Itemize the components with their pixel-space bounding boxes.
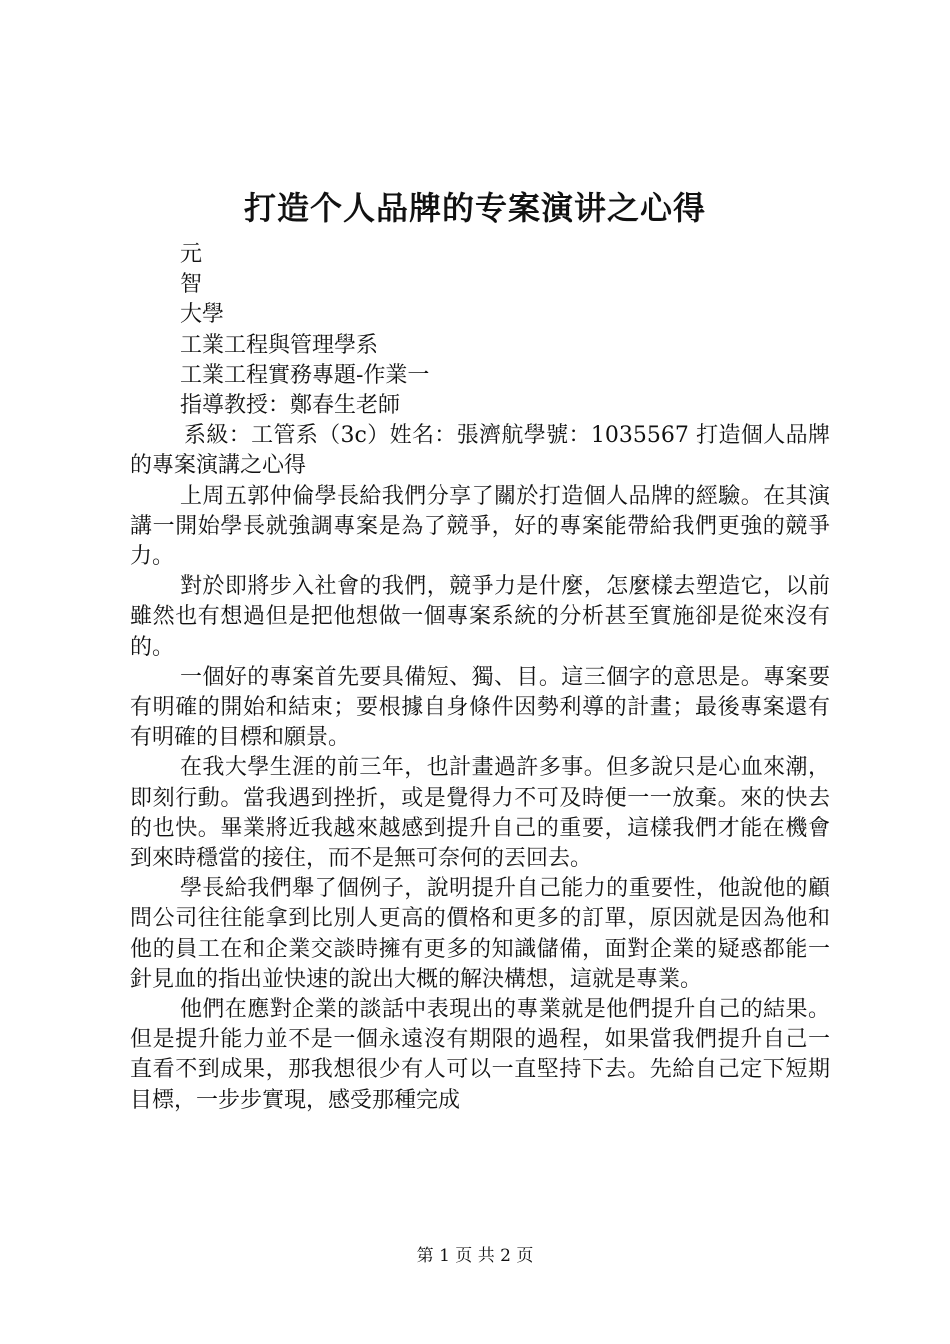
header-line-school-1: 元	[180, 242, 203, 267]
header-line-school-2: 智	[180, 272, 203, 298]
header-line-advisor: 指導教授：鄭春生老師	[180, 393, 401, 419]
student-info-line: 系級：工管系（3c）姓名：張濟航學號：1035567 打造個人品牌的專案演講之心得	[130, 423, 830, 479]
header-line-department: 工業工程與管理學系	[180, 332, 379, 358]
page-number-footer: 第 1 页 共 2 页	[416, 1246, 534, 1266]
paragraph-6: 他們在應對企業的談話中表現出的專業就是他們提升自己的結果。但是提升能力並不是一個永遠沒有期限的過程，如果當我們提升自己一直看不到成果，那我想很少有人可以一直堅持下去。先給自己定下短期目標，一步步實現，感受那種完成	[130, 997, 830, 1113]
paragraph-3: 一個好的專案首先要具備短、獨、目。這三個字的意思是。專案要有明確的開始和結束；要根據自身條件因勢利導的計畫；最後專案還有有明確的目標和願景。	[130, 664, 830, 751]
paragraph-2: 對於即將步入社會的我們，競爭力是什麼，怎麼樣去塑造它，以前雖然也有想過但是把他想做一個專案系統的分析甚至實施卻是從來沒有的。	[130, 574, 830, 660]
document-title: 打造个人品牌的专案演讲之心得	[243, 189, 706, 227]
header-line-school-3: 大學	[180, 302, 225, 328]
header-line-course: 工業工程實務專題-作業一	[180, 362, 430, 388]
document-body	[130, 240, 830, 1116]
paragraph-5: 學長給我們舉了個例子，說明提升自己能力的重要性，他說他的顧問公司往往能拿到比別人更高的價格和更多的訂單，原因就是因為他和他的員工在和企業交談時擁有更多的知識儲備，面對企業的疑惑都能一針見血的指出並快速的說出大概的解決構想，這就是專業。	[130, 876, 830, 992]
paragraph-1: 上周五郭仲倫學長給我們分享了關於打造個人品牌的經驗。在其演講一開始學長就強調專案是為了競爭，好的專案能帶給我們更強的競爭力。	[130, 483, 830, 570]
paragraph-4: 在我大學生涯的前三年，也計畫過許多事。但多說只是心血來潮，即刻行動。當我遇到挫折，或是覺得力不可及時便一一放棄。來的快去的也快。畢業將近我越來越感到提升自己的重要，這樣我們才能在機會到來時穩當的接住，而不是無可奈何的丟回去。	[130, 755, 830, 872]
